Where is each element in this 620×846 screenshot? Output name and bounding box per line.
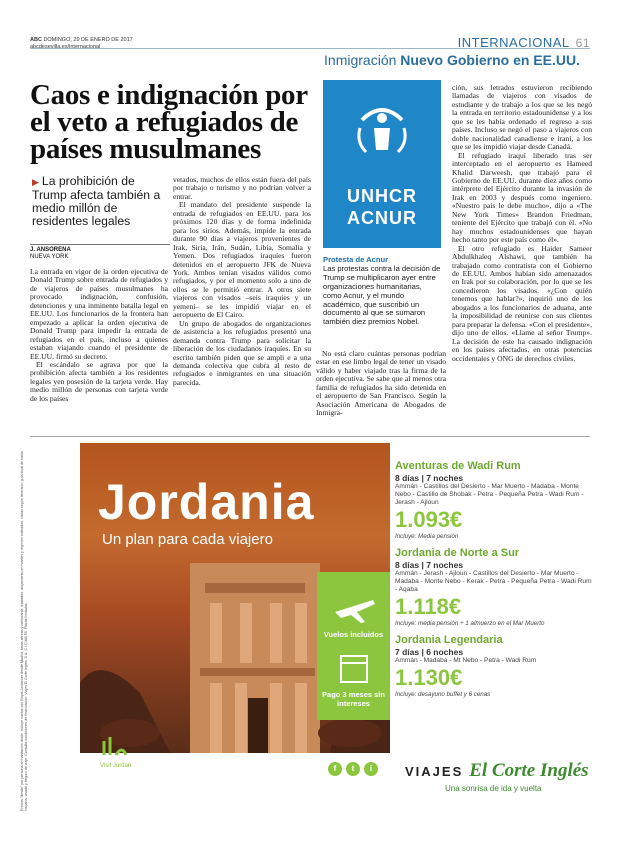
byline <box>30 247 71 261</box>
trip-price: 1.130€ <box>395 665 463 690</box>
twitter-icon[interactable]: t <box>346 762 360 776</box>
unhcr-shelter-icon <box>352 98 412 158</box>
trip-list <box>395 460 595 705</box>
headline: Caos e indignación por el veto a refugiados de países musulmanes <box>30 79 308 165</box>
calendar-icon <box>317 652 390 688</box>
trip-name: Aventuras de Wadi Rum <box>395 460 521 472</box>
paragraph: Un grupo de abogados de organizaciones de asistencia a los refugiados presentó una demanda contra Trump para solicitar la liberación de los ciudadanos iraquíes. En su escrito también piden que se ampli e a una demanda colectiva que cubra al resto de refugiados e inmigrantes en una situación parecida. <box>173 318 311 387</box>
instagram-icon[interactable]: i <box>364 762 378 776</box>
brand-name: El Corte Inglés <box>469 760 589 781</box>
brand-slogan: Una sonrisa de ida y vuelta <box>445 784 542 793</box>
paragraph: El otro refugiado es Haider Sameer Abdulkhaleq Alshawi, que también ha trabajado como contratista con el Gobierno de EE.UU. Ambos habían sido amenazados en Irak por su colaboración, por lo que se les concedieron los visados. «¿Con quién tenemos que hablar?», inquirió uno de los abogados a los funcionarios de aduana, ante la imposibilidad de reunirse con sus clientes para preparar la defensa. «Con el presidente», dijo uno de ellos. «Llame al señor Trump». La decisión de este ha causado indignación en los países afectados, en otras potencias occidentales y ONG de derechos civiles. <box>452 243 592 363</box>
trip-price: 1.118€ <box>395 594 462 619</box>
visit-jordan-logo <box>100 735 150 775</box>
byline-place: NUEVA YORK <box>30 254 69 260</box>
header-rule <box>30 48 590 49</box>
trip-route: Ammán - Castillos del Desierto - Mar Muerto - Madaba - Monte Nebo - Castillo de Shobak - Petra - Pequeña Petra - Wadi Rum - Jerash - Ajloun <box>395 483 584 506</box>
trip-duration: 8 días | 7 noches <box>395 560 464 570</box>
trip-offer <box>395 634 595 699</box>
article-column-1 <box>30 268 168 403</box>
photo-caption <box>323 256 441 327</box>
article-column-4 <box>452 84 592 363</box>
unhcr-photo <box>323 80 441 248</box>
brand-logo <box>405 760 589 793</box>
paragraph: El escándalo se agrava por que la prohibición afecta también a los residentes legales yen posesión de la tarjeta verde. Hay medio millón de personas con tarjeta verde de los países <box>30 359 168 403</box>
article-column-2 <box>173 176 311 387</box>
paragraph: No está claro cuántas personas podrían estar en ese limbo legal de tener un visado válido y haber viajado tras la firma de la orden ejecutiva. Se sabe que al menos otra familia de refugiados ha sido detenida en el aeropuerto de San Francisco. Según la Asociación Americana de Abogados de Inmigra- <box>316 349 446 418</box>
caption-text: Las protestas contra la decisión de Trump se multiplicaron ayer entre organizaciones humanitarias, como Acnur, y el mundo académico, que suscribió un documento al que se sumaron también diez premios Nobel. <box>323 263 441 327</box>
trip-includes: Incluye: media pensión + 1 almuerzo en el Mar Muerto <box>395 620 545 627</box>
subheadline <box>32 175 172 228</box>
ad-subtitle: Un plan para cada viajero <box>102 531 273 548</box>
triangle-bullet-icon: ▶ <box>32 177 39 187</box>
ad-offer-badge <box>317 572 390 720</box>
ad-legal-text <box>20 443 78 813</box>
unhcr-logo-text: UNHCR <box>347 186 417 206</box>
brand-viajes: VIAJES <box>405 764 464 779</box>
trip-route: Ammán - Jerash - Ajloun - Castillos del Desierto - Mar Muerto - Madaba - Monte Nebo - Kerak - Petra - Pequeña Petra - Wadi Rum - Aqaba <box>395 570 592 593</box>
paragraph: El mandato del presidente suspende la entrada de refugiados en EE.UU. para los próximos 120 días y de forma indefinida para los sirios. Además, impide la entrada durante 90 días a viajeros provenientes de Irak, Siria, Irán, Sudán, Libia, Somalia y Yemen. Dos refugiados iraquíes fueron detenidos en el aeropuerto JFK de Nueva York. Ambos tenían visados válidos como refugiados, y por el momento solo a uno de ellos se le permitió entrar. A otros siete viajeros con visados –seis iraquíes y un yemení– se les impidió viajar en el aeropuerto de El Cairo. <box>173 200 311 320</box>
trip-offer <box>395 547 595 628</box>
visit-jordan-text: Visit Jordan <box>100 763 132 769</box>
airplane-icon <box>317 582 390 632</box>
jordan-calligraphy-icon <box>100 735 130 759</box>
trip-offer <box>395 460 595 541</box>
ad-separator <box>30 436 590 437</box>
trip-includes: Incluye: desayuno buffet y 6 cenas <box>395 691 491 698</box>
paragraph: El refugiado iraquí liberado tras ser interceptado en el aeropuerto es Hameed Khalid Darweesh, que trabajó para el Gobierno de EE.UU. durante diez años como intérprete del Ejército durante la invasión de Irak en 2003 y después como ingeniero. «Nuestro país le debe mucho», dijo a «The New York Times» Brandon Friedman, teniente del Ejército que trabajó con él. «No hay muchos estadounidenses que hayan hecho tanto por este país como él». <box>452 150 592 245</box>
ad-title: Jordania <box>98 474 315 530</box>
trip-price: 1.093€ <box>395 507 463 532</box>
article-column-3 <box>316 350 446 418</box>
page-number: 61 <box>575 36 590 50</box>
paragraph: vetados, muchos de ellos están fuera del país por trabajo o turismo y no podrían volver a entrar. <box>173 175 311 201</box>
kicker <box>324 52 580 68</box>
ad-legal-copy: Precios "desde" por persona en habitación doble. Incluye vuelos con Royal Jordanian desde Madrid, tasas aéreas y carburante, traslados, alojamiento en hoteles y régimen indicados, visitas según itinerario, guía local de habla hispana, visado y seguro de viaje. Consulta condiciones de financiación. Viajes El Corte Inglés, S.A. C.I.C.MA 59. Plazas limitadas. <box>20 451 29 811</box>
subheadline-text: La prohibición de Trump afecta también a medio millón de residentes legales <box>32 174 161 228</box>
issue-date: DOMINGO, 29 DE ENERO DE 2017 <box>43 37 133 43</box>
paragraph: La entrada en vigor de la orden ejecutiva de Donald Trump sobre entrada de refugiados y de viajeros de países musulmanes ha provocado indignación, confusión, detenciones y una inminente batalla legal en EE.UU. Los funcionarios de la frontera han empezado a aplicar la orden ejecutiva de Donald Trump para impedir la entrada de refugiados en el país, incluso a quienes estaban viajando cuando el presidente de EE.UU. firmó su decreto. <box>30 267 168 361</box>
section-url: abcdesevilla.es/internacional <box>30 43 101 50</box>
trip-duration: 7 días | 6 noches <box>395 647 464 657</box>
kicker-topic: Nuevo Gobierno en EE.UU. <box>400 52 580 68</box>
paragraph: ción, sus letrados estuvieron recibiendo llamadas de viajeros con visados de estudiante y de trabajo a los que se les negó la entrada en territorio estadounidense y a los que se les había ordenado el regreso a sus países. Incluso se negó el paso a viajeros con doble nacionalidad canadiense e iraní, a los que se les impidió viajar desde Canadá. <box>452 83 592 152</box>
caption-title: Protesta de Acnur <box>323 255 389 264</box>
paper-name: ABC <box>30 37 42 43</box>
social-links <box>328 762 378 776</box>
trip-duration: 8 días | 7 noches <box>395 473 464 483</box>
flights-included: Vuelos incluidos <box>323 630 384 639</box>
byline-rule <box>30 244 170 245</box>
trip-name: Jordania de Norte a Sur <box>395 547 520 559</box>
trip-name: Jordania Legendaria <box>395 634 503 646</box>
trip-route: Ammán - Madaba - Mt Nebo - Petra - Wadi Rum <box>395 657 537 664</box>
facebook-icon[interactable]: f <box>328 762 342 776</box>
trip-includes: Incluye: Media pensión <box>395 533 459 540</box>
kicker-pre: Inmigración <box>324 52 397 68</box>
payment-terms: Pago 3 meses sin intereses <box>322 690 385 708</box>
acnur-logo-text: ACNUR <box>347 208 417 228</box>
section-name: INTERNACIONAL <box>457 35 570 50</box>
byline-author: J. ANSORENA <box>30 247 71 253</box>
